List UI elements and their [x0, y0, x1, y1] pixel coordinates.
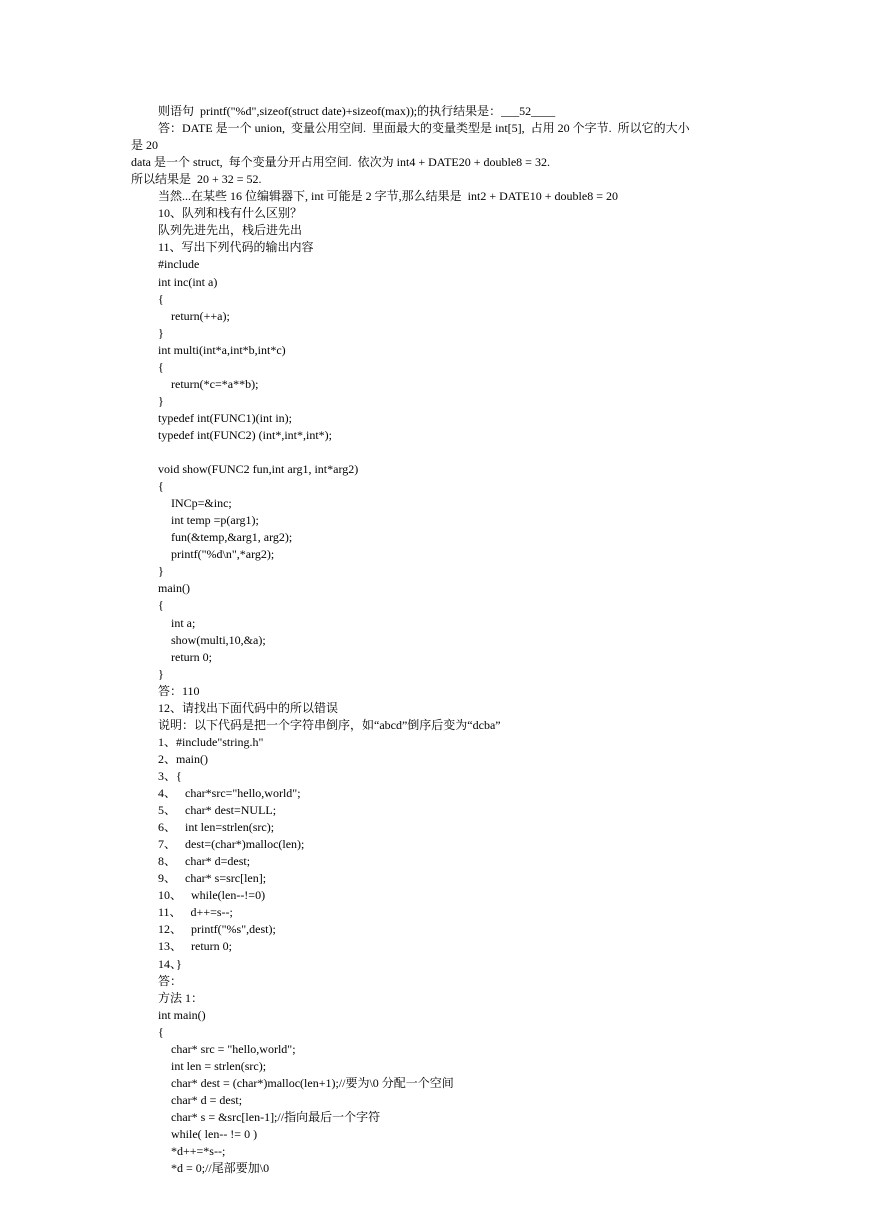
document-line: { — [158, 291, 164, 306]
document-line: 答： — [158, 973, 183, 988]
document-line: 10、队列和栈有什么区别？ — [158, 206, 303, 221]
document-line: } — [158, 325, 164, 340]
document-line: char* d = dest; — [171, 1092, 243, 1107]
document-line: data 是一个 struct, 每个变量分开占用空间. 依次为 int4 + DATE20 + double8 = 32. — [131, 155, 550, 170]
document-line: main() — [158, 581, 190, 596]
document-line: return 0; — [171, 649, 212, 664]
document-line: char* src = "hello,world"; — [171, 1041, 296, 1056]
document-line: 所以结果是 20 + 32 = 52. — [131, 172, 262, 187]
document-line: int inc(int a) — [158, 274, 218, 289]
document-line: #include — [158, 257, 200, 272]
document-line: printf("%d\n",*arg2); — [171, 547, 275, 562]
document-line: int len = strlen(src); — [171, 1058, 267, 1073]
document-line: 9、 char* s=src[len]; — [158, 871, 267, 886]
document-line: } — [158, 393, 164, 408]
document-line: 答：DATE 是一个 union, 变量公用空间. 里面最大的变量类型是 int[5], 占用 20 个字节. 所以它的大小 — [158, 121, 690, 136]
document-line: 14、} — [158, 956, 182, 971]
document-line: 则语句 printf("%d",sizeof(struct date)+sizeof(max));的执行结果是：___52____ — [158, 104, 556, 118]
document-line: 当然...在某些 16 位编辑器下, int 可能是 2 字节,那么结果是 int2 + DATE10 + double8 = 20 — [158, 189, 618, 204]
document-line: 2、main() — [158, 751, 208, 766]
document-line: int multi(int*a,int*b,int*c) — [158, 342, 286, 357]
document-line: *d = 0;//尾部要加\0 — [171, 1161, 270, 1176]
document-line: 11、写出下列代码的输出内容 — [158, 240, 314, 255]
document-line: { — [158, 598, 164, 613]
document-line: char* dest = (char*)malloc(len+1);//要为\0 分配一个空间 — [171, 1075, 454, 1090]
document-line: return(++a); — [171, 308, 230, 323]
document-line: int temp =p(arg1); — [171, 513, 259, 528]
document-line: int main() — [158, 1007, 206, 1022]
document-line: while( len-- != 0 ) — [171, 1127, 258, 1141]
document-line: fun(&temp,&arg1, arg2); — [171, 530, 293, 545]
document-line: 13、 return 0; — [158, 939, 232, 954]
document-line: return(*c=*a**b); — [171, 376, 259, 391]
document-line: { — [158, 1024, 164, 1039]
document-line: show(multi,10,&a); — [171, 632, 266, 647]
document-line: 3、{ — [158, 768, 182, 783]
document-line: 方法 1： — [158, 990, 204, 1005]
document-line: { — [158, 359, 164, 374]
document-line: } — [158, 564, 164, 579]
document-line: 11、 d++=s--; — [158, 905, 233, 920]
document-line: char* s = &src[len-1];//指向最后一个字符 — [171, 1109, 381, 1124]
document-line: typedef int(FUNC2) (int*,int*,int*); — [158, 427, 332, 442]
document-line: 6、 int len=strlen(src); — [158, 820, 275, 835]
document-line: 10、 while(len--!=0) — [158, 888, 266, 903]
document-line: 8、 char* d=dest; — [158, 854, 251, 869]
document-line: *d++=*s--; — [171, 1144, 226, 1159]
document-line: 5、 char* dest=NULL; — [158, 803, 277, 818]
document-line: 12、请找出下面代码中的所以错误 — [158, 700, 339, 715]
document-line: int a; — [171, 615, 196, 630]
document-line: 4、 char*src="hello,world"; — [158, 786, 301, 800]
document-line: void show(FUNC2 fun,int arg1, int*arg2) — [158, 462, 359, 477]
document-line: 说明：以下代码是把一个字符串倒序，如“abcd”倒序后变为“dcba” — [158, 717, 501, 732]
document-line: typedef int(FUNC1)(int in); — [158, 410, 292, 425]
document-line: INCp=&inc; — [171, 496, 232, 511]
document-line: 答：110 — [158, 683, 200, 698]
document-line: 12、 printf("%s",dest); — [158, 922, 276, 937]
document-line: } — [158, 666, 164, 681]
document-line: 1、#include"string.h" — [158, 734, 264, 749]
document-line: 7、 dest=(char*)malloc(len); — [158, 837, 305, 852]
document-line: 队列先进先出，栈后进先出 — [158, 223, 303, 238]
document-line: 是 20 — [131, 138, 159, 153]
document-line: { — [158, 479, 164, 494]
